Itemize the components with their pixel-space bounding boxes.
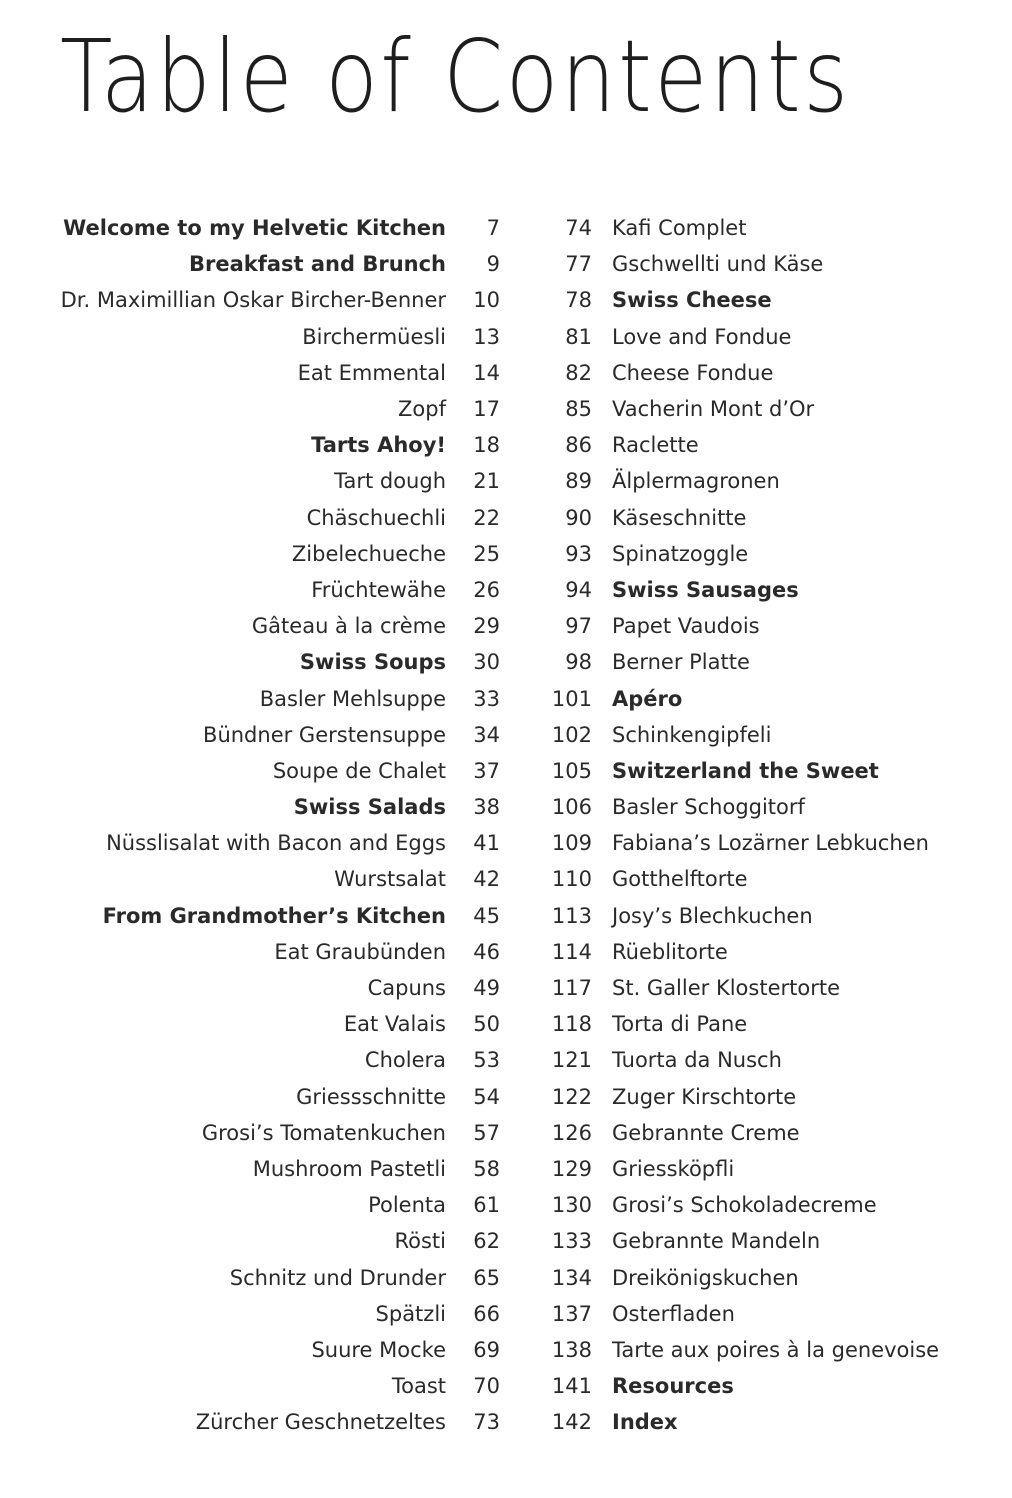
toc-entry-schinkengipfeli[interactable] [540,717,1005,753]
toc-entry-swiss-salads[interactable] [40,789,500,825]
toc-entry-title: Gebrannte Mandeln [612,1229,821,1254]
toc-page-number: 85 [565,397,592,422]
toc-entry-eat-valais[interactable] [40,1006,500,1042]
toc-entry-title: Tart dough [334,469,446,494]
toc-entry-title: Griessköpfli [612,1156,735,1181]
toc-page-number: 46 [473,939,500,964]
toc-entry-fruchtewahe[interactable] [40,572,500,608]
toc-entry-title: Rösti [394,1229,446,1254]
toc-entry-title: Bündner Gerstensuppe [203,722,446,747]
toc-entry-title: Berner Platte [612,650,750,675]
toc-entry-kaseschnitte[interactable] [540,500,1005,536]
toc-entry-kafi-complet[interactable] [540,210,1005,246]
toc-page-number: 42 [473,867,500,892]
toc-entry-schnitz-und-drunder[interactable] [40,1259,500,1295]
toc-entry-grosi-s-schokoladecreme[interactable] [540,1187,1005,1223]
toc-section-title: Swiss Cheese [612,288,772,313]
toc-page-number: 61 [473,1193,500,1218]
toc-section-title: Swiss Sausages [612,577,799,602]
toc-entry-zuger-kirschtorte[interactable] [540,1079,1005,1115]
toc-page-number: 13 [473,324,500,349]
toc-entry-gebrannte-mandeln[interactable] [540,1223,1005,1259]
toc-page-number: 66 [473,1301,500,1326]
toc-entry-papet-vaudois[interactable] [540,608,1005,644]
toc-page-number: 53 [473,1048,500,1073]
toc-entry-title: Schinkengipfeli [612,722,772,747]
toc-page-number: 7 [486,216,500,241]
toc-entry-title: Basler Mehlsuppe [259,686,446,711]
toc-entry-tarte-aux-poires-a-la-genevoise[interactable] [540,1332,1005,1368]
toc-page-number: 126 [551,1120,592,1145]
toc-entry-griessschnitte[interactable] [40,1079,500,1115]
toc-section-title: From Grandmother’s Kitchen [102,903,446,928]
toc-entry-title: Grosi’s Tomatenkuchen [201,1120,446,1145]
toc-entry-raclette[interactable] [540,427,1005,463]
toc-entry-soupe-de-chalet[interactable] [40,753,500,789]
toc-entry-title: Nüsslisalat with Bacon and Eggs [106,831,446,856]
toc-entry-gebrannte-creme[interactable] [540,1115,1005,1151]
toc-right-column [540,210,1005,1440]
toc-entry-griesskopfli[interactable] [540,1151,1005,1187]
toc-page-number: 29 [473,614,500,639]
toc-page-number: 30 [473,650,500,675]
toc-entry-zurcher-geschnetzeltes[interactable] [40,1404,500,1440]
toc-page-number: 121 [551,1048,592,1073]
toc-page-number: 130 [551,1193,592,1218]
toc-entry-title: Dr. Maximillian Oskar Bircher-Benner [60,288,446,313]
toc-entry-title: Gschwellti und Käse [612,252,824,277]
toc-entry-title: Wurstsalat [334,867,446,892]
toc-page-number: 102 [551,722,592,747]
toc-entry-title: Grosi’s Schokoladecreme [612,1193,877,1218]
toc-section-title: Swiss Soups [299,650,446,675]
toc-page-number: 78 [565,288,592,313]
toc-entry-spinatzoggle[interactable] [540,536,1005,572]
toc-page-number: 93 [565,541,592,566]
toc-entry-mushroom-pastetli[interactable] [40,1151,500,1187]
toc-entry-swiss-sausages[interactable] [540,572,1005,608]
toc-entry-gschwellti-und-kase[interactable] [540,246,1005,282]
toc-entry-birchermuesli[interactable] [40,319,500,355]
toc-entry-title: Eat Emmental [297,360,446,385]
toc-page-number: 98 [565,650,592,675]
toc-entry-title: Zürcher Geschnetzeltes [195,1410,446,1435]
toc-page-number: 37 [473,758,500,783]
toc-entry-rosti[interactable] [40,1223,500,1259]
toc-entry-title: Mushroom Pastetli [252,1156,446,1181]
toc-page-number: 138 [551,1337,592,1362]
page-title: Table of Contents [60,18,851,135]
toc-entry-title: Polenta [368,1193,446,1218]
toc-page-number: 21 [473,469,500,494]
toc-page-number: 49 [473,976,500,1001]
toc-entry-title: Suure Mocke [311,1337,446,1362]
toc-entry-nusslisalat-with-bacon-and-eggs[interactable] [40,825,500,861]
toc-page-number: 90 [565,505,592,530]
toc-page-number: 9 [486,252,500,277]
toc-page-number: 89 [565,469,592,494]
toc-entry-title: Schnitz und Drunder [229,1265,446,1290]
toc-entry-alplermagronen[interactable] [540,463,1005,499]
toc-page-number: 58 [473,1156,500,1181]
toc-entry-index[interactable] [540,1404,1005,1440]
toc-entry-torta-di-pane[interactable] [540,1006,1005,1042]
toc-section-title: Switzerland the Sweet [612,758,879,783]
toc-entry-title: Zopf [398,397,446,422]
toc-page-number: 137 [551,1301,592,1326]
toc-page-number: 33 [473,686,500,711]
toc-entry-spatzli[interactable] [40,1296,500,1332]
toc-entry-josy-s-blechkuchen[interactable] [540,898,1005,934]
toc-entry-title: Josy’s Blechkuchen [612,903,813,928]
toc-page-number: 82 [565,360,592,385]
toc-page-number: 10 [473,288,500,313]
toc-entry-tart-dough[interactable] [40,463,500,499]
toc-page-number: 62 [473,1229,500,1254]
toc-page-number: 57 [473,1120,500,1145]
toc-entry-title: Rüeblitorte [612,939,728,964]
toc-page-number: 41 [473,831,500,856]
toc-section-title: Welcome to my Helvetic Kitchen [63,216,446,241]
toc-entry-zopf[interactable] [40,391,500,427]
toc-entry-title: Toast [391,1374,446,1399]
toc-section-title: Swiss Salads [293,795,446,820]
toc-entry-resources[interactable] [540,1368,1005,1404]
toc-page-number: 81 [565,324,592,349]
toc-entry-title: Eat Graubünden [274,939,446,964]
toc-entry-title: Griessschnitte [296,1084,446,1109]
toc-entry-title: Gebrannte Creme [612,1120,800,1145]
toc-entry-title: Chäschuechli [306,505,446,530]
toc-entry-toast[interactable] [40,1368,500,1404]
toc-entry-title: Birchermüesli [302,324,446,349]
toc-entry-title: Käseschnitte [612,505,747,530]
toc-page-number: 141 [551,1374,592,1399]
toc-entry-love-and-fondue[interactable] [540,319,1005,355]
toc-entry-basler-schoggitorf[interactable] [540,789,1005,825]
toc-page-number: 129 [551,1156,592,1181]
toc-entry-zibelechueche[interactable] [40,536,500,572]
toc-page-number: 133 [551,1229,592,1254]
toc-entry-apero[interactable] [540,680,1005,716]
toc-page-number: 54 [473,1084,500,1109]
toc-page-number: 25 [473,541,500,566]
toc-page-number: 77 [565,252,592,277]
toc-entry-title: Kafi Complet [612,216,747,241]
toc-entry-bundner-gerstensuppe[interactable] [40,717,500,753]
toc-page-number: 65 [473,1265,500,1290]
toc-entry-title: Raclette [612,433,699,458]
toc-entry-title: Love and Fondue [612,324,792,349]
toc-entry-eat-graubunden[interactable] [40,934,500,970]
toc-entry-swiss-cheese[interactable] [540,282,1005,318]
toc-entry-title: Tarte aux poires à la genevoise [612,1337,940,1362]
toc-page-number: 22 [473,505,500,530]
toc-entry-fabiana-s-lozarner-lebkuchen[interactable] [540,825,1005,861]
toc-entry-title: Älplermagronen [612,469,780,494]
toc-page-number: 134 [551,1265,592,1290]
toc-entry-title: Osterfladen [612,1301,735,1326]
toc-entry-title: Fabiana’s Lozärner Lebkuchen [612,831,929,856]
toc-page-number: 50 [473,1012,500,1037]
toc-entry-title: Zibelechueche [291,541,446,566]
toc-entry-breakfast-and-brunch[interactable] [40,246,500,282]
toc-entry-switzerland-the-sweet[interactable] [540,753,1005,789]
toc-page-number: 86 [565,433,592,458]
toc-entry-tarts-ahoy[interactable] [40,427,500,463]
toc-page-number: 109 [551,831,592,856]
toc-entry-wurstsalat[interactable] [40,861,500,897]
toc-entry-st-galler-klostertorte[interactable] [540,970,1005,1006]
toc-entry-gateau-a-la-creme[interactable] [40,608,500,644]
toc-entry-title: Spätzli [375,1301,446,1326]
toc-page-number: 97 [565,614,592,639]
toc-entry-osterfladen[interactable] [540,1296,1005,1332]
toc-section-title: Resources [612,1374,734,1399]
toc-entry-title: St. Galler Klostertorte [612,976,841,1001]
toc-page-number: 114 [551,939,592,964]
toc-page-number: 106 [551,795,592,820]
toc-section-title: Apéro [612,686,683,711]
toc-entry-title: Cholera [364,1048,446,1073]
toc-entry-gotthelftorte[interactable] [540,861,1005,897]
toc-entry-cheese-fondue[interactable] [540,355,1005,391]
toc-entry-polenta[interactable] [40,1187,500,1223]
toc-entry-grosi-s-tomatenkuchen[interactable] [40,1115,500,1151]
toc-page-number: 74 [565,216,592,241]
toc-page-number: 142 [551,1410,592,1435]
toc-entry-dr-maximillian-oskar-bircher-benner[interactable] [40,282,500,318]
toc-entry-eat-emmental[interactable] [40,355,500,391]
toc-page-number: 17 [473,397,500,422]
toc-page-number: 70 [473,1374,500,1399]
toc-entry-basler-mehlsuppe[interactable] [40,680,500,716]
toc-entry-title: Gâteau à la crème [251,614,446,639]
toc-page-number: 73 [473,1410,500,1435]
toc-page-number: 69 [473,1337,500,1362]
toc-entry-rueblitorte[interactable] [540,934,1005,970]
toc-entry-title: Spinatzoggle [612,541,749,566]
toc-page-number: 14 [473,360,500,385]
toc-entry-tuorta-da-nusch[interactable] [540,1042,1005,1078]
toc-entry-dreikonigskuchen[interactable] [540,1259,1005,1295]
toc-page-number: 94 [565,577,592,602]
toc-page-number: 110 [551,867,592,892]
toc-entry-vacherin-mont-d-or[interactable] [540,391,1005,427]
toc-entry-title: Papet Vaudois [612,614,760,639]
toc-left-column [40,210,500,1440]
toc-entry-chaschuechli[interactable] [40,500,500,536]
toc-page-number: 45 [473,903,500,928]
toc-entry-suure-mocke[interactable] [40,1332,500,1368]
toc-entry-swiss-soups[interactable] [40,644,500,680]
toc-section-title: Tarts Ahoy! [311,433,446,458]
toc-page-number: 105 [551,758,592,783]
toc-entry-title: Cheese Fondue [612,360,774,385]
toc-entry-title: Basler Schoggitorf [612,795,805,820]
toc-entry-title: Torta di Pane [612,1012,748,1037]
toc-entry-berner-platte[interactable] [540,644,1005,680]
toc-entry-title: Früchtewähe [311,577,446,602]
toc-entry-from-grandmother-s-kitchen[interactable] [40,898,500,934]
toc-entry-title: Zuger Kirschtorte [612,1084,797,1109]
toc-entry-cholera[interactable] [40,1042,500,1078]
toc-entry-title: Capuns [367,976,446,1001]
toc-entry-title: Dreikönigskuchen [612,1265,799,1290]
toc-entry-title: Soupe de Chalet [272,758,446,783]
toc-page-number: 113 [551,903,592,928]
toc-page-number: 34 [473,722,500,747]
toc-entry-title: Gotthelftorte [612,867,748,892]
toc-entry-capuns[interactable] [40,970,500,1006]
toc-entry-title: Vacherin Mont d’Or [612,397,815,422]
toc-page-number: 117 [551,976,592,1001]
toc-entry-title: Tuorta da Nusch [612,1048,782,1073]
toc-page-number: 118 [551,1012,592,1037]
toc-entry-welcome-to-my-helvetic-kitchen[interactable] [40,210,500,246]
toc-page-number: 38 [473,795,500,820]
toc-page-number: 122 [551,1084,592,1109]
toc-entry-title: Eat Valais [343,1012,446,1037]
toc-page-number: 101 [551,686,592,711]
toc-section-title: Breakfast and Brunch [188,252,446,277]
toc-section-title: Index [612,1410,678,1435]
toc-page-number: 26 [473,577,500,602]
toc-page-number: 18 [473,433,500,458]
